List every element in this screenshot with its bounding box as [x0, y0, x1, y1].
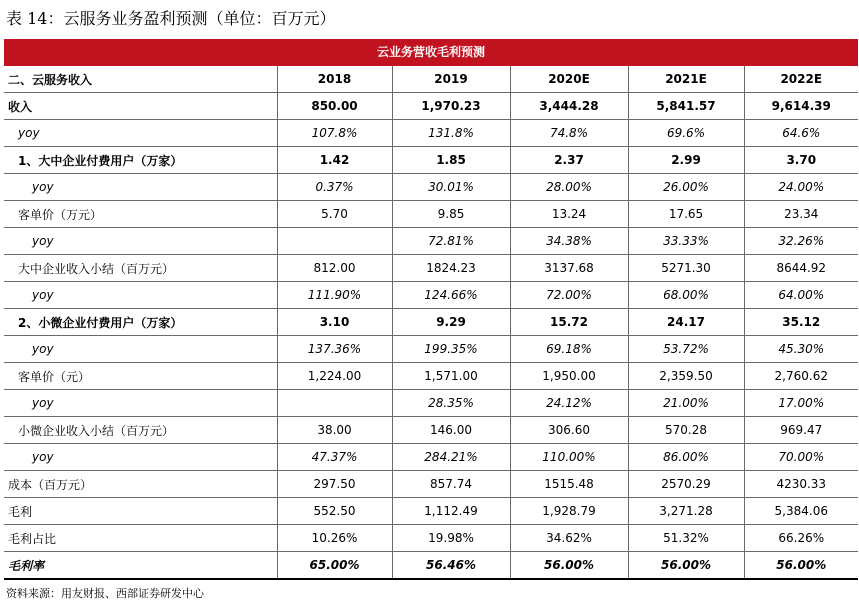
value-cell: 38.00	[277, 417, 392, 444]
row-label: 毛利率	[4, 552, 277, 580]
forecast-table	[4, 66, 858, 580]
value-cell: 70.00%	[744, 444, 858, 471]
value-cell: 35.12	[744, 309, 858, 336]
value-cell: 56.00%	[510, 552, 628, 580]
row-label: yoy	[4, 174, 277, 201]
value-cell: 64.6%	[744, 120, 858, 147]
value-cell: 28.35%	[392, 390, 510, 417]
value-cell: 137.36%	[277, 336, 392, 363]
value-cell: 9.29	[392, 309, 510, 336]
value-cell: 1824.23	[392, 255, 510, 282]
row-label: 收入	[4, 93, 277, 120]
value-cell	[277, 228, 392, 255]
value-cell: 2,760.62	[744, 363, 858, 390]
row-label: 大中企业收入小结（百万元）	[4, 255, 277, 282]
value-cell: 124.66%	[392, 282, 510, 309]
row-label: 成本（百万元）	[4, 471, 277, 498]
value-cell: 21.00%	[628, 390, 744, 417]
row-label: 小微企业收入小结（百万元）	[4, 417, 277, 444]
table-title: 表 14：云服务业务盈利预测（单位：百万元）	[6, 9, 336, 28]
header-row	[4, 66, 858, 93]
value-cell: 65.00%	[277, 552, 392, 580]
value-cell: 297.50	[277, 471, 392, 498]
row-label: 1、大中企业付费用户（万家）	[4, 147, 277, 174]
value-cell: 34.38%	[510, 228, 628, 255]
value-cell: 552.50	[277, 498, 392, 525]
table-row	[4, 201, 858, 228]
value-cell: 56.00%	[628, 552, 744, 580]
value-cell: 2.99	[628, 147, 744, 174]
value-cell: 64.00%	[744, 282, 858, 309]
value-cell: 8644.92	[744, 255, 858, 282]
value-cell: 45.30%	[744, 336, 858, 363]
table-row	[4, 498, 858, 525]
value-cell: 24.12%	[510, 390, 628, 417]
year-header-cell: 2021E	[628, 66, 744, 93]
value-cell: 812.00	[277, 255, 392, 282]
value-cell: 17.65	[628, 201, 744, 228]
table-row	[4, 255, 858, 282]
section-header-cell: 二、云服务收入	[4, 66, 277, 93]
table-row	[4, 417, 858, 444]
value-cell: 146.00	[392, 417, 510, 444]
table-row	[4, 309, 858, 336]
value-cell: 1,928.79	[510, 498, 628, 525]
table-row	[4, 525, 858, 552]
table-row	[4, 174, 858, 201]
year-header-cell: 2022E	[744, 66, 858, 93]
table-row	[4, 282, 858, 309]
table-row	[4, 471, 858, 498]
year-header-cell: 2019	[392, 66, 510, 93]
value-cell: 110.00%	[510, 444, 628, 471]
value-cell: 9.85	[392, 201, 510, 228]
value-cell: 86.00%	[628, 444, 744, 471]
value-cell: 2.37	[510, 147, 628, 174]
value-cell: 19.98%	[392, 525, 510, 552]
value-cell: 5,841.57	[628, 93, 744, 120]
row-label: yoy	[4, 390, 277, 417]
table-row	[4, 93, 858, 120]
value-cell: 284.21%	[392, 444, 510, 471]
value-cell: 4230.33	[744, 471, 858, 498]
value-cell: 23.34	[744, 201, 858, 228]
value-cell: 24.00%	[744, 174, 858, 201]
value-cell: 1,970.23	[392, 93, 510, 120]
value-cell: 53.72%	[628, 336, 744, 363]
value-cell: 30.01%	[392, 174, 510, 201]
value-cell: 850.00	[277, 93, 392, 120]
value-cell: 3137.68	[510, 255, 628, 282]
row-label: yoy	[4, 228, 277, 255]
value-cell: 857.74	[392, 471, 510, 498]
value-cell: 10.26%	[277, 525, 392, 552]
value-cell: 69.6%	[628, 120, 744, 147]
value-cell: 3,444.28	[510, 93, 628, 120]
source-note: 资料来源：用友财报、西部证券研发中心	[6, 587, 204, 600]
value-cell: 33.33%	[628, 228, 744, 255]
row-label: yoy	[4, 120, 277, 147]
value-cell: 969.47	[744, 417, 858, 444]
table-row	[4, 228, 858, 255]
value-cell: 9,614.39	[744, 93, 858, 120]
value-cell: 13.24	[510, 201, 628, 228]
value-cell: 2570.29	[628, 471, 744, 498]
table-row	[4, 363, 858, 390]
value-cell: 1.85	[392, 147, 510, 174]
year-header-cell: 2020E	[510, 66, 628, 93]
value-cell: 5271.30	[628, 255, 744, 282]
value-cell: 1.42	[277, 147, 392, 174]
row-label: yoy	[4, 336, 277, 363]
value-cell: 32.26%	[744, 228, 858, 255]
value-cell: 111.90%	[277, 282, 392, 309]
value-cell: 1,950.00	[510, 363, 628, 390]
value-cell: 5,384.06	[744, 498, 858, 525]
row-label: 毛利占比	[4, 525, 277, 552]
value-cell: 56.00%	[744, 552, 858, 580]
value-cell: 3,271.28	[628, 498, 744, 525]
value-cell: 3.70	[744, 147, 858, 174]
value-cell: 1515.48	[510, 471, 628, 498]
value-cell: 68.00%	[628, 282, 744, 309]
value-cell: 72.00%	[510, 282, 628, 309]
value-cell: 1,112.49	[392, 498, 510, 525]
row-label: yoy	[4, 282, 277, 309]
table-row	[4, 120, 858, 147]
value-cell: 34.62%	[510, 525, 628, 552]
value-cell: 66.26%	[744, 525, 858, 552]
value-cell: 3.10	[277, 309, 392, 336]
value-cell: 51.32%	[628, 525, 744, 552]
value-cell: 570.28	[628, 417, 744, 444]
value-cell: 47.37%	[277, 444, 392, 471]
value-cell: 56.46%	[392, 552, 510, 580]
row-label: 客单价（万元）	[4, 201, 277, 228]
value-cell: 69.18%	[510, 336, 628, 363]
table-row	[4, 552, 858, 580]
value-cell: 107.8%	[277, 120, 392, 147]
value-cell: 74.8%	[510, 120, 628, 147]
value-cell: 5.70	[277, 201, 392, 228]
value-cell: 0.37%	[277, 174, 392, 201]
row-label: 毛利	[4, 498, 277, 525]
value-cell: 306.60	[510, 417, 628, 444]
table-row	[4, 147, 858, 174]
value-cell	[277, 390, 392, 417]
table-row	[4, 390, 858, 417]
value-cell: 2,359.50	[628, 363, 744, 390]
value-cell: 72.81%	[392, 228, 510, 255]
value-cell: 199.35%	[392, 336, 510, 363]
value-cell: 131.8%	[392, 120, 510, 147]
row-label: 客单价（元）	[4, 363, 277, 390]
value-cell: 17.00%	[744, 390, 858, 417]
year-header-cell: 2018	[277, 66, 392, 93]
value-cell: 28.00%	[510, 174, 628, 201]
value-cell: 26.00%	[628, 174, 744, 201]
table-row	[4, 444, 858, 471]
value-cell: 15.72	[510, 309, 628, 336]
table-row	[4, 336, 858, 363]
value-cell: 24.17	[628, 309, 744, 336]
row-label: yoy	[4, 444, 277, 471]
value-cell: 1,224.00	[277, 363, 392, 390]
value-cell: 1,571.00	[392, 363, 510, 390]
table-banner: 云业务营收毛利预测	[4, 39, 858, 66]
row-label: 2、小微企业付费用户（万家）	[4, 309, 277, 336]
